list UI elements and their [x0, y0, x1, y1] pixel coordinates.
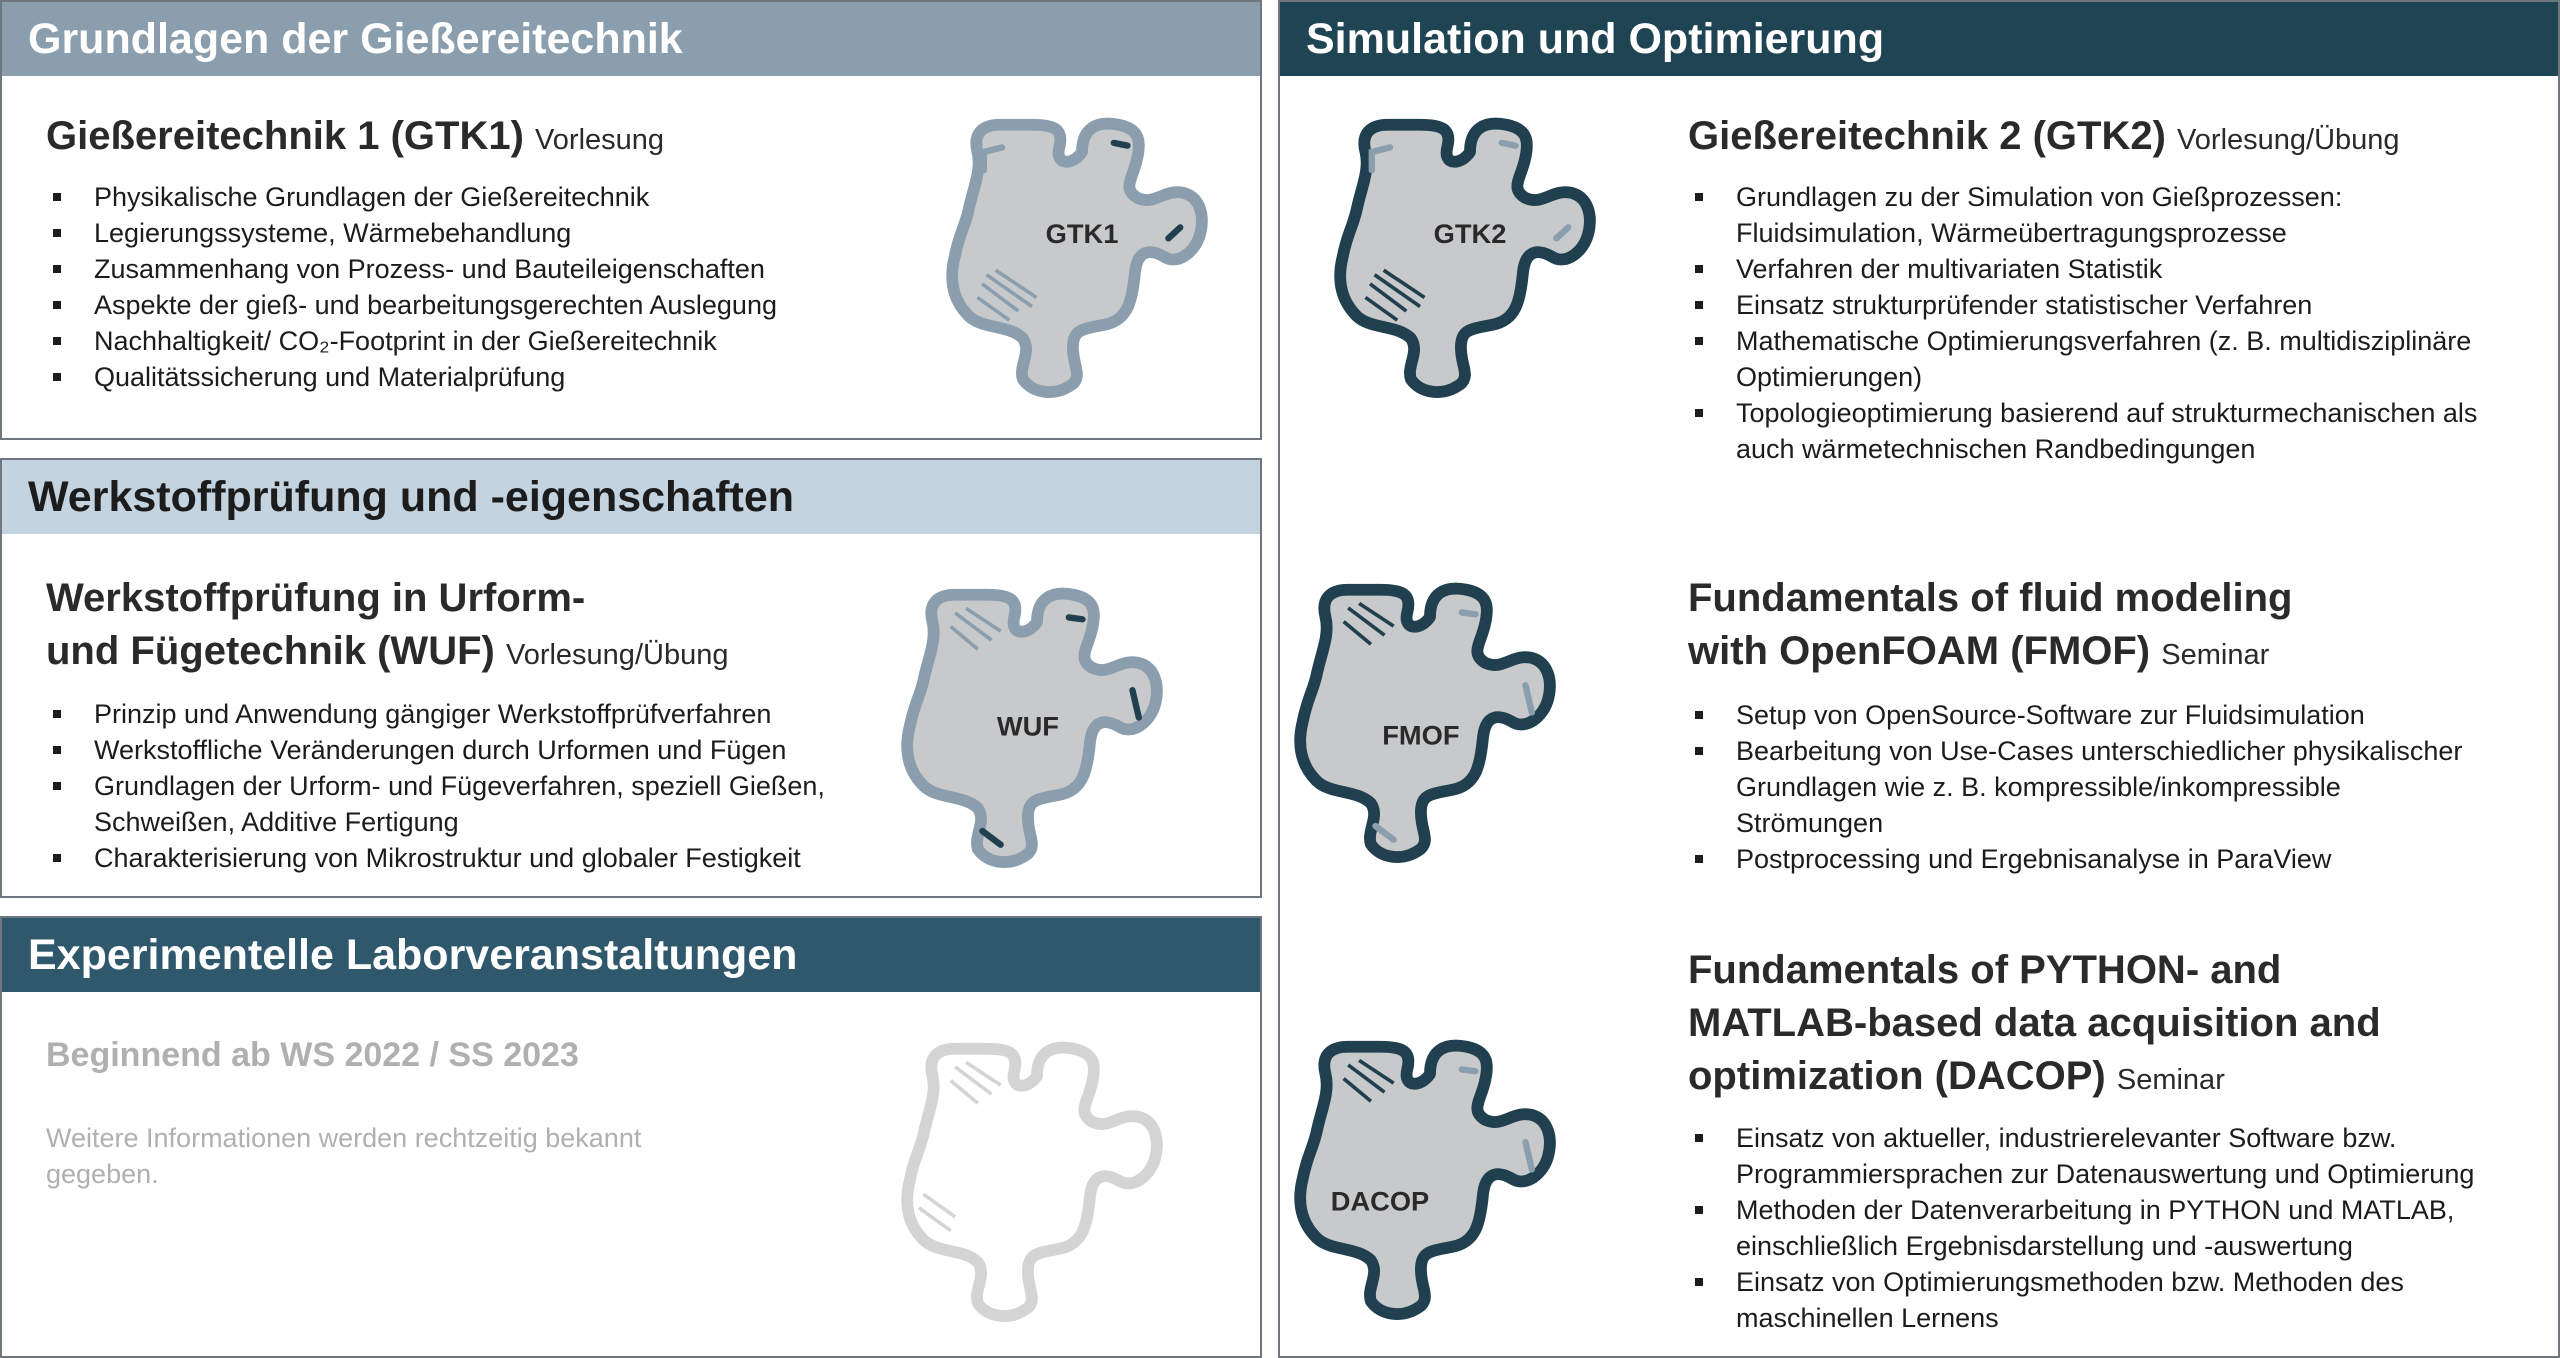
list-item: Einsatz strukturprüfender statistischer Verfahren [1688, 287, 2518, 323]
course-bullets-wuf [46, 696, 896, 876]
list-item: Setup von OpenSource-Software zur Fluidsimulation [1688, 697, 2488, 733]
course-bullets-dacop [1688, 1120, 2538, 1336]
list-item: Charakterisierung von Mikrostruktur und globaler Festigkeit [46, 840, 896, 876]
panel-simulation [1278, 0, 2560, 1358]
section-header-simulation: Simulation und Optimierung [1280, 2, 2558, 76]
section-header-werkstoff: Werkstoffprüfung und -eigenschaften [2, 460, 1260, 534]
list-item: Prinzip und Anwendung gängiger Werkstoffprüfverfahren [46, 696, 896, 732]
course-title-line2: with OpenFOAM (FMOF) [1688, 629, 2151, 673]
labor-info: Weitere Informationen werden rechtzeitig bekannt gegeben. [46, 1123, 642, 1189]
section-header-labor: Experimentelle Laborveranstaltungen [2, 918, 1260, 992]
course-title-line1: Fundamentals of PYTHON- and [1688, 948, 2282, 992]
labor-notice: Beginnend ab WS 2022 / SS 2023 [46, 1036, 579, 1074]
list-item: Bearbeitung von Use-Cases unterschiedlicher physikalischer Grundlagen wie z. B. kompressible/inkompressible Strömungen [1688, 733, 2488, 841]
course-type-badge: Seminar [2116, 1064, 2225, 1096]
panel-labor [0, 916, 1262, 1358]
course-title-dacop [1688, 944, 2381, 1107]
course-type-badge: Vorlesung/Übung [505, 639, 729, 671]
course-title-text: Gießereitechnik 1 (GTK1) [46, 114, 524, 158]
course-title-line1: Fundamentals of fluid modeling [1688, 576, 2293, 620]
course-bullets-gtk2 [1688, 179, 2518, 467]
course-title-line3: optimization (DACOP) [1688, 1054, 2106, 1098]
list-item: Methoden der Datenverarbeitung in PYTHON und MATLAB, einschließlich Ergebnisdarstellung und -auswertung [1688, 1192, 2538, 1264]
section-header-grundlagen: Grundlagen der Gießereitechnik [2, 2, 1260, 76]
puzzle-piece-icon [1290, 1024, 1570, 1324]
list-item: Postprocessing und Ergebnisanalyse in ParaView [1688, 841, 2488, 877]
course-bullets-fmof [1688, 697, 2488, 877]
course-title-text: Gießereitechnik 2 (GTK2) [1688, 114, 2166, 158]
course-type-badge: Vorlesung/Übung [2177, 124, 2400, 156]
list-item: Aspekte der gieß- und bearbeitungsgerechten Auslegung [46, 287, 926, 323]
puzzle-piece-icon [932, 102, 1232, 402]
panel-grundlagen [0, 0, 1262, 440]
puzzle-piece-icon [897, 1026, 1177, 1326]
list-item: Legierungssysteme, Wärmebehandlung [46, 215, 926, 251]
puzzle-piece-icon [1320, 102, 1620, 402]
puzzle-label: WUF [996, 710, 1059, 742]
list-item: Einsatz von aktueller, industrierelevanter Software bzw. Programmiersprachen zur Datenauswertung und Optimierung [1688, 1120, 2538, 1192]
list-item: Verfahren der multivariaten Statistik [1688, 251, 2518, 287]
course-title-line2: und Fügetechnik (WUF) [46, 629, 495, 673]
course-title-gtk2 [1688, 110, 2400, 167]
list-item: Nachhaltigkeit/ CO₂-Footprint in der Gießereitechnik [46, 323, 926, 359]
list-item: Topologieoptimierung basierend auf strukturmechanischen als auch wärmetechnischen Randbedingungen [1688, 395, 2518, 467]
puzzle-label: GTK2 [1433, 217, 1507, 249]
course-bullets-gtk1 [46, 179, 926, 395]
puzzle-piece-icon [1290, 567, 1570, 867]
list-item: Grundlagen zu der Simulation von Gießprozessen: Fluidsimulation, Wärmeübertragungsprozesse [1688, 179, 2518, 251]
list-item: Grundlagen der Urform- und Fügeverfahren, speziell Gießen, Schweißen, Additive Fertigung [46, 768, 896, 840]
puzzle-label: DACOP [1330, 1185, 1430, 1217]
course-title-line1: Werkstoffprüfung in Urform- [46, 576, 586, 620]
list-item: Qualitätssicherung und Materialprüfung [46, 359, 926, 395]
list-item: Werkstoffliche Veränderungen durch Urformen und Fügen [46, 732, 896, 768]
puzzle-piece-icon [897, 572, 1177, 872]
course-type-badge: Seminar [2161, 639, 2270, 671]
list-item: Zusammenhang von Prozess- und Bauteileigenschaften [46, 251, 926, 287]
list-item: Physikalische Grundlagen der Gießereitechnik [46, 179, 926, 215]
course-title-line2: MATLAB-based data acquisition and [1688, 1001, 2381, 1045]
course-title-gtk1 [46, 110, 664, 167]
course-type-badge: Vorlesung [535, 124, 665, 156]
panel-werkstoff [0, 458, 1262, 898]
course-title-wuf [46, 572, 728, 682]
list-item: Einsatz von Optimierungsmethoden bzw. Methoden des maschinellen Lernens [1688, 1264, 2538, 1336]
puzzle-label: FMOF [1382, 719, 1460, 751]
list-item: Mathematische Optimierungsverfahren (z. B. multidisziplinäre Optimierungen) [1688, 323, 2518, 395]
course-title-fmof [1688, 572, 2292, 682]
puzzle-label: GTK1 [1045, 217, 1119, 249]
